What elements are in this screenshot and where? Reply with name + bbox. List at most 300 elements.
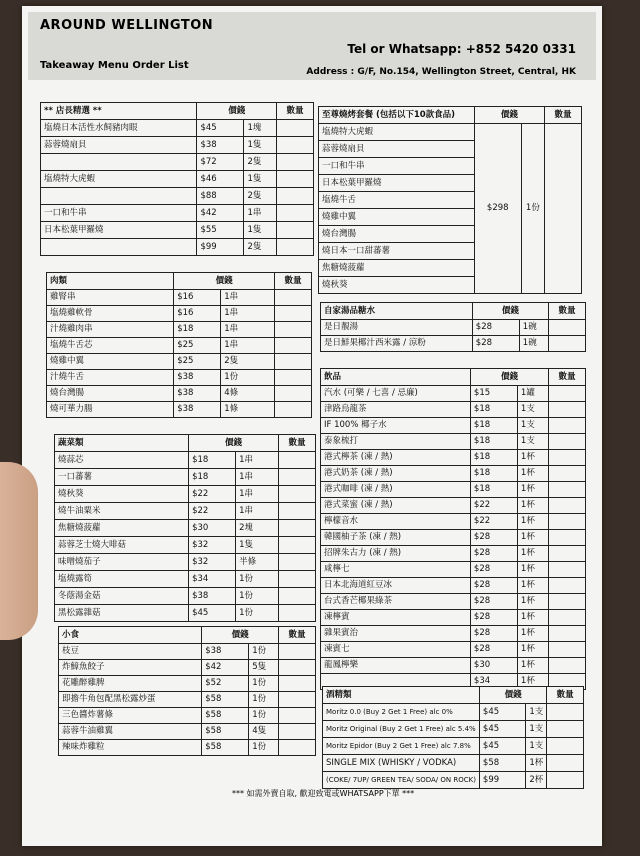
item-unit: 1支 [526, 738, 547, 755]
item-price: $72 [197, 154, 244, 171]
item-price: $32 [189, 554, 236, 571]
qty-box [275, 290, 312, 306]
item-price: $18 [189, 452, 236, 469]
brand-name: AROUND WELLINGTON [40, 18, 214, 33]
qty-box [279, 708, 316, 724]
combo-item: 燒秋葵 [319, 277, 475, 294]
qty-box [549, 450, 586, 466]
item-unit: 1份 [249, 692, 279, 708]
item-name: 港式咖啡 (凍 / 熱) [321, 482, 471, 498]
menu-header [28, 12, 596, 80]
qty-box [279, 660, 316, 676]
menu-row [321, 320, 586, 336]
combo-item: 一口和牛串 [319, 158, 475, 175]
item-unit: 1份 [236, 605, 279, 622]
menu-row [59, 644, 316, 660]
price-header: 價錢 [479, 687, 546, 704]
qty-header: 數量 [277, 103, 314, 120]
item-unit: 1杯 [517, 482, 548, 498]
item-unit: 1碗 [519, 320, 548, 336]
item-unit: 1杯 [517, 450, 548, 466]
item-name: 燒秋葵 [55, 486, 189, 503]
item-price: $18 [470, 450, 517, 466]
menu-row [47, 306, 312, 322]
qty-box [549, 642, 586, 658]
item-name: 辣味炸雞粒 [59, 740, 202, 756]
combo-table [318, 106, 582, 294]
item-name: 花雕醉雞脾 [59, 676, 202, 692]
item-price: $22 [189, 486, 236, 503]
item-name: Moritz 0.0 (Buy 2 Get 1 Free) alc 0% [323, 704, 480, 721]
item-unit: 1罐 [517, 386, 548, 402]
menu-row [55, 605, 316, 622]
qty-box [549, 578, 586, 594]
phone-number: Tel or Whatsapp: +852 5420 0331 [347, 42, 576, 56]
qty-box [277, 154, 314, 171]
item-name: 港式檸茶 (凍 / 熱) [321, 450, 471, 466]
menu-sheet [22, 6, 602, 846]
item-name: 雜果賓治 [321, 626, 471, 642]
menu-row [41, 205, 314, 222]
combo-item: 蒜蓉燒扇貝 [319, 141, 475, 158]
item-unit: 1支 [517, 434, 548, 450]
qty-box [277, 239, 314, 256]
qty-header: 數量 [549, 369, 586, 386]
item-name: 蒜蓉牛油雞翼 [59, 724, 202, 740]
menu-row [321, 450, 586, 466]
footer-note: *** 如需外賣自取, 歡迎致電或WHATSAPP下單 *** [232, 789, 415, 798]
qty-box [275, 322, 312, 338]
menu-row [321, 514, 586, 530]
item-unit: 2隻 [221, 354, 275, 370]
qty-box [549, 466, 586, 482]
item-unit: 4隻 [249, 724, 279, 740]
item-name: (COKE/ 7UP/ GREEN TEA/ SODA/ ON ROCK) [323, 772, 480, 789]
item-price: $45 [197, 120, 244, 137]
qty-box [549, 402, 586, 418]
item-price: $18 [189, 469, 236, 486]
item-price: $28 [470, 530, 517, 546]
menu-row [41, 120, 314, 137]
item-price: $28 [472, 336, 519, 352]
item-name: 燒牛油粟米 [55, 503, 189, 520]
menu-row [321, 386, 586, 402]
item-unit: 1隻 [236, 537, 279, 554]
item-unit: 1隻 [244, 171, 277, 188]
menu-row [47, 338, 312, 354]
price-header: 價錢 [470, 369, 548, 386]
menu-row [323, 738, 584, 755]
menu-row [47, 370, 312, 386]
qty-box [277, 171, 314, 188]
section-title: ** 店長精選 ** [41, 103, 197, 120]
item-name: 味噌燒茄子 [55, 554, 189, 571]
item-price: $28 [470, 546, 517, 562]
item-unit: 1串 [221, 290, 275, 306]
item-unit: 1支 [526, 721, 547, 738]
item-name: 是日靚湯 [321, 320, 473, 336]
qty-box [549, 594, 586, 610]
menu-row [59, 724, 316, 740]
section-title: 蔬菜類 [55, 435, 189, 452]
item-name: 即擔牛角包配黑松露炒蛋 [59, 692, 202, 708]
item-name: 塩燒露筍 [55, 571, 189, 588]
menu-row [47, 354, 312, 370]
menu-row [55, 469, 316, 486]
section-title: 小食 [59, 627, 202, 644]
item-name: 燒蒜芯 [55, 452, 189, 469]
menu-row [55, 571, 316, 588]
item-name: 韓國柚子茶 (凍 / 熱) [321, 530, 471, 546]
combo-item: 塩燒特大虎蝦 [319, 124, 475, 141]
item-name: 蒜蓉芝士燒大啡菇 [55, 537, 189, 554]
item-price: $32 [189, 537, 236, 554]
item-name: 招牌朱古力 (凍 / 熱) [321, 546, 471, 562]
qty-header: 數量 [279, 627, 316, 644]
menu-row [321, 466, 586, 482]
address: Address : G/F, No.154, Wellington Street, Central, HK [306, 67, 576, 77]
combo-item: 塩燒牛舌 [319, 192, 475, 209]
qty-box [549, 626, 586, 642]
item-name: 塩燒雞軟骨 [47, 306, 174, 322]
qty-box [547, 721, 584, 738]
item-price: $45 [189, 605, 236, 622]
item-unit: 1杯 [517, 562, 548, 578]
item-price: $22 [470, 498, 517, 514]
menu-row [41, 188, 314, 205]
menu-row [321, 434, 586, 450]
item-unit: 1杯 [517, 498, 548, 514]
item-name: 燒雞中翼 [47, 354, 174, 370]
item-name: 塩燒日本活性水飼豬肉眼 [41, 120, 197, 137]
item-name: 枝豆 [59, 644, 202, 660]
item-unit: 1杯 [517, 578, 548, 594]
item-price: $28 [472, 320, 519, 336]
section-title: 自家湯品糖水 [321, 303, 473, 320]
item-price: $28 [470, 562, 517, 578]
price-header: 價錢 [174, 273, 275, 290]
item-name: 津路烏龍茶 [321, 402, 471, 418]
meat-table [46, 272, 312, 418]
qty-box [549, 546, 586, 562]
menu-row [323, 704, 584, 721]
item-price: $28 [470, 610, 517, 626]
menu-row [321, 402, 586, 418]
item-name: 日本北海道紅豆冰 [321, 578, 471, 594]
item-price: $99 [479, 772, 525, 789]
item-price: $45 [479, 721, 525, 738]
combo-row [319, 124, 582, 141]
item-unit: 5隻 [249, 660, 279, 676]
menu-row [41, 137, 314, 154]
item-price: $16 [174, 306, 221, 322]
item-unit: 1杯 [517, 642, 548, 658]
item-name: 咸檸七 [321, 562, 471, 578]
item-price: $45 [479, 704, 525, 721]
menu-row [323, 755, 584, 772]
qty-box [277, 137, 314, 154]
item-price: $25 [174, 338, 221, 354]
combo-price: $298 [474, 124, 521, 294]
item-price: $25 [174, 354, 221, 370]
qty-box [549, 530, 586, 546]
menu-row [47, 290, 312, 306]
qty-box [549, 336, 586, 352]
qty-header: 數量 [547, 687, 584, 704]
section-title: 酒精類 [323, 687, 480, 704]
item-unit: 1條 [221, 402, 275, 418]
item-unit: 1份 [249, 676, 279, 692]
qty-header: 數量 [549, 303, 586, 320]
item-unit: 1杯 [517, 546, 548, 562]
menu-row [321, 578, 586, 594]
menu-row [59, 708, 316, 724]
item-name: 汽水 (可樂 / 七喜 / 忌廉) [321, 386, 471, 402]
item-name: 汁燒牛舌 [47, 370, 174, 386]
qty-box [279, 520, 316, 537]
item-price: $42 [202, 660, 249, 676]
item-price: $58 [202, 692, 249, 708]
item-unit: 1杯 [517, 658, 548, 674]
qty-header: 數量 [545, 107, 582, 124]
item-name: 檸檬音水 [321, 514, 471, 530]
menu-row [323, 772, 584, 789]
snack-table [58, 626, 316, 756]
dessert-table [320, 302, 586, 352]
item-unit: 1杯 [517, 610, 548, 626]
menu-row [321, 336, 586, 352]
qty-box [547, 738, 584, 755]
item-name: SINGLE MIX (WHISKY / VODKA) [323, 755, 480, 772]
qty-box [279, 588, 316, 605]
menu-row [321, 530, 586, 546]
price-header: 價錢 [197, 103, 277, 120]
qty-box [277, 222, 314, 239]
qty-box [277, 120, 314, 137]
qty-box [549, 514, 586, 530]
qty-box [279, 554, 316, 571]
item-price: $34 [189, 571, 236, 588]
item-price: $88 [197, 188, 244, 205]
item-unit: 1串 [236, 452, 279, 469]
combo-item: 燒日本一口甜蕃薯 [319, 243, 475, 260]
item-name: 龍鳳檸樂 [321, 658, 471, 674]
combo-unit: 1份 [521, 124, 544, 294]
qty-box [279, 537, 316, 554]
item-name: 炸鱆魚餃子 [59, 660, 202, 676]
item-name [41, 239, 197, 256]
item-price: $38 [202, 644, 249, 660]
item-unit: 1杯 [517, 594, 548, 610]
item-name: 焦糖燒菠蘿 [55, 520, 189, 537]
menu-row [321, 626, 586, 642]
item-name [41, 188, 197, 205]
qty-box [275, 306, 312, 322]
qty-box [279, 724, 316, 740]
item-unit: 1份 [249, 740, 279, 756]
qty-box [547, 704, 584, 721]
item-price: $28 [470, 642, 517, 658]
item-unit: 1份 [249, 644, 279, 660]
vegetable-table [54, 434, 316, 622]
item-price: $30 [470, 658, 517, 674]
item-name: 泰象梳打 [321, 434, 471, 450]
item-price: $55 [197, 222, 244, 239]
qty-box [277, 188, 314, 205]
qty-box [279, 486, 316, 503]
qty-box [279, 676, 316, 692]
qty-box [549, 482, 586, 498]
qty-box [279, 740, 316, 756]
item-price: $30 [189, 520, 236, 537]
item-unit: 1串 [244, 205, 277, 222]
item-name: 港式奶茶 (凍 / 熱) [321, 466, 471, 482]
qty-box [275, 370, 312, 386]
item-unit: 1杯 [517, 674, 548, 690]
item-price: $18 [470, 402, 517, 418]
item-unit: 1碗 [519, 336, 548, 352]
item-price: $16 [174, 290, 221, 306]
qty-box [275, 354, 312, 370]
item-name: 塩燒特大虎蝦 [41, 171, 197, 188]
menu-row [59, 692, 316, 708]
menu-row [41, 171, 314, 188]
menu-row [321, 562, 586, 578]
item-name: 凍賓七 [321, 642, 471, 658]
menu-row [59, 676, 316, 692]
qty-box [549, 320, 586, 336]
item-price: $42 [197, 205, 244, 222]
item-price: $38 [174, 386, 221, 402]
menu-row [55, 588, 316, 605]
item-unit: 2隻 [244, 239, 277, 256]
menu-row [321, 418, 586, 434]
combo-item: 燒台灣腸 [319, 226, 475, 243]
price-header: 價錢 [474, 107, 544, 124]
qty-box [549, 610, 586, 626]
menu-row [41, 239, 314, 256]
menu-subtitle: Takeaway Menu Order List [40, 60, 189, 71]
menu-row [321, 482, 586, 498]
item-price: $18 [470, 482, 517, 498]
item-price: $46 [197, 171, 244, 188]
item-unit: 1塊 [244, 120, 277, 137]
item-unit: 1份 [236, 571, 279, 588]
item-price: $58 [202, 724, 249, 740]
item-name [41, 154, 197, 171]
item-name: Moritz Original (Buy 2 Get 1 Free) alc 5.4% [323, 721, 480, 738]
menu-row [321, 594, 586, 610]
item-price: $22 [189, 503, 236, 520]
item-unit: 1支 [526, 704, 547, 721]
menu-row [321, 498, 586, 514]
item-price: $45 [479, 738, 525, 755]
item-unit: 1杯 [517, 514, 548, 530]
item-unit: 1杯 [517, 466, 548, 482]
item-unit: 1份 [236, 588, 279, 605]
menu-row [321, 658, 586, 674]
menu-row [59, 740, 316, 756]
combo-item: 日本松葉甲羅燒 [319, 175, 475, 192]
menu-row [47, 402, 312, 418]
item-unit: 2杯 [526, 772, 547, 789]
qty-box [275, 386, 312, 402]
item-price: $18 [174, 322, 221, 338]
item-name: 港式菜蜜 (凍 / 熱) [321, 498, 471, 514]
qty-box [279, 692, 316, 708]
item-name: 汁燒雞肉串 [47, 322, 174, 338]
item-unit: 1串 [236, 469, 279, 486]
price-header: 價錢 [189, 435, 279, 452]
qty-box [279, 605, 316, 622]
item-name: 塩燒牛舌芯 [47, 338, 174, 354]
item-name: IF 100% 椰子水 [321, 418, 471, 434]
qty-box [275, 402, 312, 418]
item-unit: 2隻 [244, 188, 277, 205]
drinks-table [320, 368, 586, 690]
menu-row [55, 520, 316, 537]
menu-row [47, 386, 312, 402]
item-price: $38 [174, 402, 221, 418]
item-price: $28 [470, 578, 517, 594]
item-price: $38 [189, 588, 236, 605]
combo-item: 焦糖燒菠蘿 [319, 260, 475, 277]
item-name: 是日鮮果椰汁西米露 / 涼粉 [321, 336, 473, 352]
qty-box [547, 755, 584, 772]
alcohol-table [322, 686, 584, 789]
item-price: $58 [202, 708, 249, 724]
item-name: Moritz Epidor (Buy 2 Get 1 Free) alc 7.8% [323, 738, 480, 755]
item-name: 燒可華力腸 [47, 402, 174, 418]
item-name: 雞腎串 [47, 290, 174, 306]
item-unit: 1份 [221, 370, 275, 386]
menu-row [55, 486, 316, 503]
item-name: 日本松葉甲羅燒 [41, 222, 197, 239]
qty-box [279, 452, 316, 469]
menu-row [55, 537, 316, 554]
item-unit: 1隻 [244, 137, 277, 154]
item-name: 燒台灣腸 [47, 386, 174, 402]
item-unit: 1串 [221, 322, 275, 338]
qty-header: 數量 [275, 273, 312, 290]
item-unit: 2隻 [244, 154, 277, 171]
item-unit: 1串 [236, 503, 279, 520]
qty-box [279, 644, 316, 660]
section-title: 飲品 [321, 369, 471, 386]
item-name: 三色醬炸薯條 [59, 708, 202, 724]
item-price: $18 [470, 466, 517, 482]
price-header: 價錢 [202, 627, 279, 644]
item-price: $18 [470, 434, 517, 450]
item-name: 一口和牛串 [41, 205, 197, 222]
item-unit: 1杯 [517, 626, 548, 642]
item-name: 蒜蓉燒扇貝 [41, 137, 197, 154]
menu-row [47, 322, 312, 338]
qty-box [549, 418, 586, 434]
item-unit: 4條 [221, 386, 275, 402]
item-name: 凍檸賓 [321, 610, 471, 626]
item-unit: 1杯 [517, 530, 548, 546]
item-name: 台式香芒椰果綠茶 [321, 594, 471, 610]
qty-box [277, 205, 314, 222]
section-title: 至尊燒烤套餐 (包括以下10款食品) [319, 107, 475, 124]
item-price: $58 [479, 755, 525, 772]
qty-box [549, 386, 586, 402]
item-price: $52 [202, 676, 249, 692]
item-unit: 1支 [517, 418, 548, 434]
qty-box [549, 658, 586, 674]
menu-row [41, 222, 314, 239]
